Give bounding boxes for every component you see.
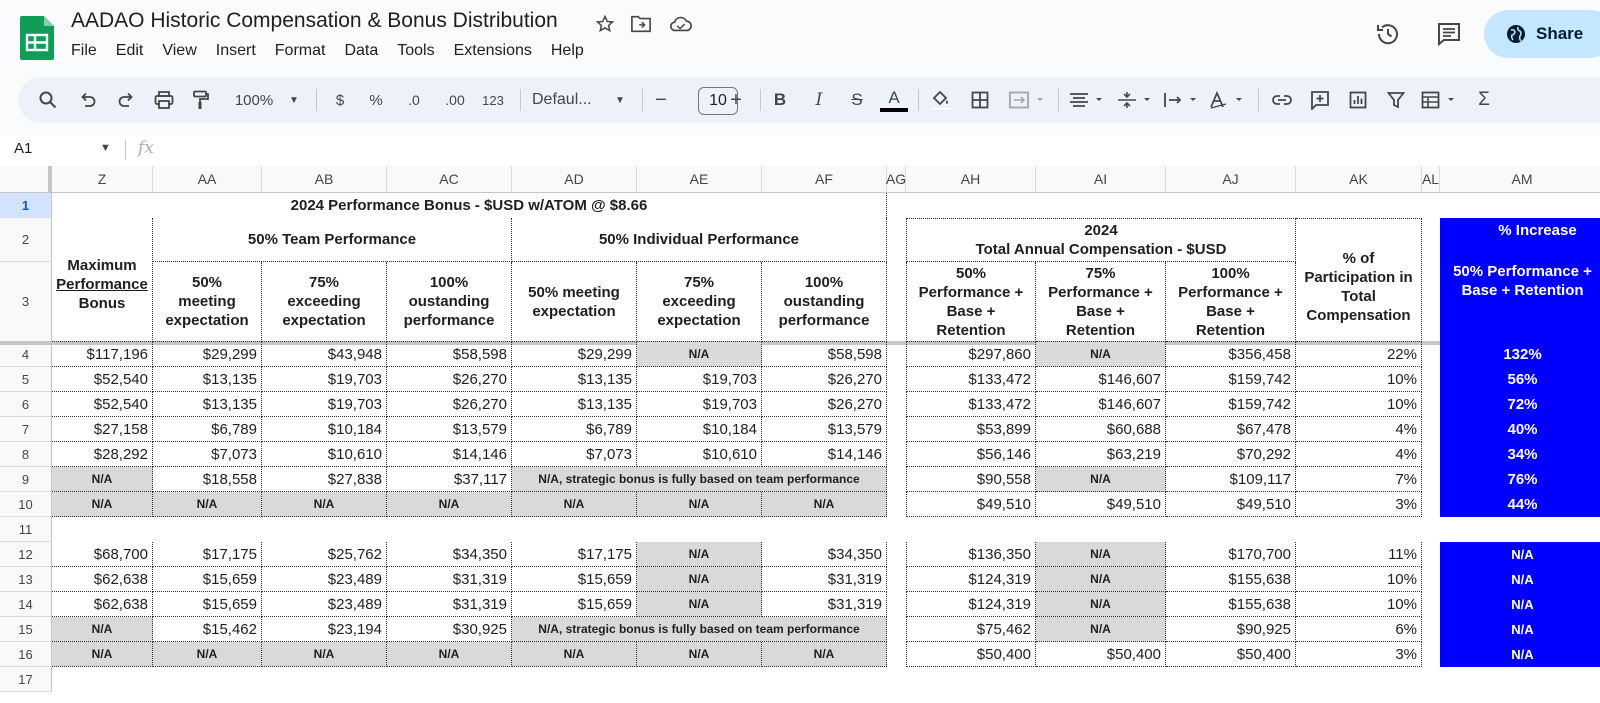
menu-tools[interactable]: Tools — [397, 42, 435, 59]
value-cell[interactable]: $30,925 — [387, 617, 512, 642]
text-color-button[interactable] — [880, 77, 908, 123]
document-title[interactable]: AADAO Historic Compensation & Bonus Distribution — [71, 9, 558, 32]
value-cell[interactable]: $13,135 — [153, 367, 262, 392]
value-cell[interactable]: $49,510 — [1036, 492, 1166, 517]
value-cell[interactable]: $50,400 — [1036, 642, 1166, 667]
value-cell[interactable]: 10% — [1296, 367, 1422, 392]
na-cell[interactable]: N/A — [52, 617, 153, 642]
sheets-logo-icon[interactable] — [20, 16, 54, 60]
value-cell[interactable]: $19,703 — [262, 392, 387, 417]
filter-icon[interactable] — [1384, 77, 1408, 123]
increase-cell[interactable]: 40% — [1440, 417, 1600, 442]
value-cell[interactable]: $13,579 — [762, 417, 887, 442]
value-cell[interactable]: 10% — [1296, 392, 1422, 417]
value-cell[interactable]: 22% — [1296, 342, 1422, 367]
menu-data[interactable]: Data — [344, 42, 379, 59]
column-header-ag[interactable]: AG — [887, 166, 906, 193]
value-cell[interactable]: $146,607 — [1036, 392, 1166, 417]
fill-color-icon[interactable] — [928, 77, 954, 123]
column-header-al[interactable]: AL — [1422, 166, 1440, 193]
max-performance-bonus-header[interactable] — [52, 218, 153, 342]
value-cell[interactable]: $28,292 — [52, 442, 153, 467]
value-cell[interactable]: 3% — [1296, 642, 1422, 667]
row-header-4[interactable]: 4 — [0, 342, 52, 367]
value-cell[interactable]: $136,350 — [906, 542, 1036, 567]
column-header-ak[interactable]: AK — [1296, 166, 1422, 193]
total-comp-tier-header[interactable]: 50% Performance + Base + Retention — [906, 262, 1036, 342]
font-size-input[interactable]: 10 — [698, 87, 738, 115]
value-cell[interactable]: $53,899 — [906, 417, 1036, 442]
value-cell[interactable]: $19,703 — [637, 392, 762, 417]
value-cell[interactable]: $13,135 — [512, 367, 637, 392]
value-cell[interactable]: $15,659 — [512, 567, 637, 592]
value-cell[interactable]: $34,350 — [387, 542, 512, 567]
font-family-select[interactable]: Defaul... — [532, 91, 592, 108]
star-icon[interactable] — [593, 12, 617, 36]
toolbar — [18, 77, 1600, 123]
value-cell[interactable]: 10% — [1296, 592, 1422, 617]
bonus-table-title[interactable]: 2024 Performance Bonus - $USD w/ATOM @ $8.66 — [52, 193, 887, 218]
row-header-2[interactable]: 2 — [0, 218, 52, 262]
na-cell[interactable]: N/A — [52, 492, 153, 517]
na-cell[interactable]: N/A — [262, 642, 387, 667]
app-header — [0, 0, 1600, 72]
na-cell[interactable]: N/A — [512, 642, 637, 667]
row-header-6[interactable]: 6 — [0, 392, 52, 417]
value-cell[interactable]: 11% — [1296, 542, 1422, 567]
value-cell[interactable]: $31,319 — [387, 592, 512, 617]
na-cell[interactable]: N/A — [637, 592, 762, 617]
performance-tier-header[interactable]: 50% meeting expectation — [153, 262, 262, 342]
na-cell[interactable]: N/A — [52, 642, 153, 667]
column-header-ae[interactable]: AE — [637, 166, 762, 193]
na-cell[interactable]: N/A — [637, 542, 762, 567]
percent-increase-title: % Increase — [1498, 222, 1577, 239]
increase-cell[interactable]: N/A — [1440, 617, 1600, 642]
increase-cell[interactable]: 44% — [1440, 492, 1600, 517]
value-cell[interactable]: $23,194 — [262, 617, 387, 642]
share-label: Share — [1536, 24, 1584, 43]
na-cell[interactable]: N/A — [262, 492, 387, 517]
value-cell[interactable]: 7% — [1296, 467, 1422, 492]
value-cell[interactable]: $26,270 — [762, 367, 887, 392]
increase-cell[interactable]: 56% — [1440, 367, 1600, 392]
insert-chart-icon[interactable] — [1346, 77, 1370, 123]
na-cell[interactable]: N/A — [512, 492, 637, 517]
total-comp-tier-header[interactable]: 75% Performance + Base + Retention — [1036, 262, 1166, 342]
spreadsheet-grid[interactable] — [0, 166, 1600, 703]
value-cell[interactable]: $15,659 — [153, 567, 262, 592]
formula-bar — [0, 134, 1600, 166]
value-cell[interactable]: $60,688 — [1036, 417, 1166, 442]
value-cell[interactable]: $15,659 — [512, 592, 637, 617]
row-header-9[interactable]: 9 — [0, 467, 52, 492]
text-color-swatch — [880, 108, 908, 112]
currency-format-button[interactable]: $ — [335, 91, 345, 109]
individual-performance-header[interactable]: 50% Individual Performance — [512, 218, 887, 262]
increase-cell[interactable]: N/A — [1440, 642, 1600, 667]
value-cell[interactable]: $297,860 — [906, 342, 1036, 367]
menu-help[interactable]: Help — [550, 42, 584, 59]
toolbar-separator — [316, 89, 317, 111]
value-cell[interactable]: $6,789 — [512, 417, 637, 442]
increase-decimal-button[interactable]: .00 — [445, 92, 465, 108]
na-cell[interactable]: N/A — [637, 567, 762, 592]
name-box-dropdown-icon[interactable]: ▼ — [100, 142, 111, 154]
value-cell[interactable]: $19,703 — [262, 367, 387, 392]
increase-cell[interactable]: 76% — [1440, 467, 1600, 492]
value-cell[interactable]: $17,175 — [153, 542, 262, 567]
value-cell[interactable]: $133,472 — [906, 367, 1036, 392]
value-cell[interactable]: $13,135 — [512, 392, 637, 417]
performance-tier-header[interactable]: 100% oustanding performance — [762, 262, 887, 342]
na-cell[interactable]: N/A — [762, 642, 887, 667]
value-cell[interactable]: $13,579 — [387, 417, 512, 442]
row-header-5[interactable]: 5 — [0, 367, 52, 392]
value-cell[interactable]: 4% — [1296, 442, 1422, 467]
value-cell[interactable]: $62,638 — [52, 567, 153, 592]
value-cell[interactable]: $10,610 — [262, 442, 387, 467]
decrease-font-size-button[interactable]: − — [655, 88, 667, 111]
na-cell[interactable]: N/A — [1036, 592, 1166, 617]
value-cell[interactable]: $31,319 — [762, 592, 887, 617]
value-cell[interactable]: $356,458 — [1166, 342, 1296, 367]
row-header-15[interactable]: 15 — [0, 617, 52, 642]
max-bonus-line: Maximum — [67, 257, 137, 274]
row-header-10[interactable]: 10 — [0, 492, 52, 517]
increase-cell[interactable]: 72% — [1440, 392, 1600, 417]
value-cell[interactable]: $14,146 — [387, 442, 512, 467]
menu-edit[interactable]: Edit — [115, 42, 144, 59]
value-cell[interactable]: $26,270 — [387, 392, 512, 417]
row-header-3[interactable]: 3 — [0, 262, 52, 342]
value-cell[interactable]: $58,598 — [762, 342, 887, 367]
zoom-dropdown-icon[interactable]: ▼ — [289, 94, 299, 106]
insert-link-icon[interactable] — [1270, 77, 1294, 123]
value-cell[interactable]: $31,319 — [387, 567, 512, 592]
insert-comment-icon[interactable] — [1308, 77, 1332, 123]
value-cell[interactable]: 10% — [1296, 567, 1422, 592]
total-comp-header[interactable] — [906, 218, 1296, 262]
na-cell[interactable]: N/A — [1036, 467, 1166, 492]
name-box[interactable]: A1 — [14, 140, 33, 157]
print-icon[interactable] — [152, 77, 176, 123]
performance-tier-header[interactable]: 50% meeting expectation — [512, 262, 637, 342]
column-header-ah[interactable]: AH — [906, 166, 1036, 193]
na-cell[interactable]: N/A — [1036, 567, 1166, 592]
value-cell[interactable]: $29,299 — [512, 342, 637, 367]
value-cell[interactable]: $7,073 — [512, 442, 637, 467]
select-all-corner[interactable] — [0, 166, 52, 193]
value-cell[interactable]: $90,558 — [906, 467, 1036, 492]
zoom-value[interactable]: 100% — [234, 91, 274, 109]
row-header-14[interactable]: 14 — [0, 592, 52, 617]
max-bonus-line: Performance — [56, 276, 148, 293]
merge-cells-icon[interactable] — [1008, 77, 1048, 123]
row-header-12[interactable]: 12 — [0, 542, 52, 567]
na-cell[interactable]: N/A, strategic bonus is fully based on team performance — [512, 617, 887, 642]
total-comp-tier-header[interactable]: 100% Performance + Base + Retention — [1166, 262, 1296, 342]
redo-icon[interactable] — [114, 77, 138, 123]
value-cell[interactable]: $56,146 — [906, 442, 1036, 467]
column-header-aa[interactable]: AA — [153, 166, 262, 193]
na-cell[interactable]: N/A — [387, 642, 512, 667]
value-cell[interactable]: $67,478 — [1166, 417, 1296, 442]
percent-increase-subtitle: 50% Performance + Base + Retention — [1453, 263, 1592, 299]
italic-button[interactable]: I — [815, 90, 823, 110]
na-cell[interactable]: N/A, strategic bonus is fully based on team performance — [512, 467, 887, 492]
value-cell[interactable]: $19,703 — [637, 367, 762, 392]
na-cell[interactable]: N/A — [1036, 342, 1166, 367]
na-cell[interactable]: N/A — [153, 642, 262, 667]
value-cell[interactable]: $10,184 — [262, 417, 387, 442]
value-cell[interactable]: 3% — [1296, 492, 1422, 517]
toolbar-separator — [642, 89, 643, 111]
column-header-am[interactable]: AM — [1440, 166, 1600, 193]
value-cell[interactable]: $13,135 — [153, 392, 262, 417]
value-cell[interactable]: $15,462 — [153, 617, 262, 642]
toolbar-separator — [918, 89, 919, 111]
na-cell[interactable]: N/A — [1036, 617, 1166, 642]
na-cell[interactable]: N/A — [637, 642, 762, 667]
value-cell[interactable]: $23,489 — [262, 567, 387, 592]
more-formats-button[interactable]: 123 — [482, 92, 504, 108]
value-cell[interactable]: $49,510 — [1166, 492, 1296, 517]
comments-icon[interactable] — [1433, 18, 1465, 50]
value-cell[interactable]: $155,638 — [1166, 567, 1296, 592]
menu-insert[interactable]: Insert — [215, 42, 256, 59]
column-header-af[interactable]: AF — [762, 166, 887, 193]
value-cell[interactable]: $23,489 — [262, 592, 387, 617]
horizontal-align-icon[interactable] — [1068, 77, 1108, 123]
search-menus-icon[interactable] — [36, 77, 60, 123]
column-header-ab[interactable]: AB — [262, 166, 387, 193]
row-header-8[interactable]: 8 — [0, 442, 52, 467]
performance-tier-header[interactable]: 75% exceeding expectation — [637, 262, 762, 342]
increase-cell[interactable]: N/A — [1440, 592, 1600, 617]
percent-increase-header[interactable] — [1440, 218, 1600, 342]
value-cell[interactable]: $7,073 — [153, 442, 262, 467]
value-cell[interactable]: $52,540 — [52, 392, 153, 417]
team-performance-header[interactable]: 50% Team Performance — [153, 218, 512, 262]
value-cell[interactable]: $26,270 — [762, 392, 887, 417]
value-cell[interactable]: $124,319 — [906, 592, 1036, 617]
text-wrapping-icon[interactable] — [1162, 77, 1202, 123]
column-header-ai[interactable]: AI — [1036, 166, 1166, 193]
column-header-aj[interactable]: AJ — [1166, 166, 1296, 193]
row-header-11[interactable]: 11 — [0, 517, 52, 542]
value-cell[interactable]: $25,762 — [262, 542, 387, 567]
menu-extensions[interactable]: Extensions — [453, 42, 532, 59]
text-rotation-icon[interactable] — [1208, 77, 1248, 123]
font-dropdown-icon[interactable]: ▼ — [615, 94, 625, 106]
toolbar-separator — [760, 89, 761, 111]
performance-tier-header[interactable]: 75% exceeding expectation — [262, 262, 387, 342]
percent-format-button[interactable]: % — [369, 91, 383, 109]
value-cell[interactable]: $133,472 — [906, 392, 1036, 417]
na-cell[interactable]: N/A — [637, 492, 762, 517]
value-cell[interactable]: 4% — [1296, 417, 1422, 442]
menu-format[interactable]: Format — [274, 42, 326, 59]
value-cell[interactable]: $63,219 — [1036, 442, 1166, 467]
share-button[interactable] — [1484, 10, 1600, 58]
participation-header[interactable]: % of Participation in Total Compensation — [1296, 218, 1422, 342]
filter-views-icon[interactable] — [1420, 77, 1460, 123]
na-cell[interactable]: N/A — [153, 492, 262, 517]
value-cell[interactable]: $159,742 — [1166, 367, 1296, 392]
value-cell[interactable]: $155,638 — [1166, 592, 1296, 617]
value-cell[interactable]: $6,789 — [153, 417, 262, 442]
na-cell[interactable]: N/A — [387, 492, 512, 517]
globe-icon — [1506, 24, 1526, 44]
formula-separator — [125, 140, 126, 160]
increase-cell[interactable]: 132% — [1440, 342, 1600, 367]
value-cell[interactable]: $70,292 — [1166, 442, 1296, 467]
menu-view[interactable]: View — [162, 42, 197, 59]
function-icon: fx — [138, 138, 154, 158]
value-cell[interactable]: $27,158 — [52, 417, 153, 442]
value-cell[interactable]: $62,638 — [52, 592, 153, 617]
increase-cell[interactable]: 34% — [1440, 442, 1600, 467]
strikethrough-button[interactable]: S — [851, 90, 863, 109]
row-header-1[interactable]: 1 — [0, 193, 52, 218]
menu-bar — [71, 42, 603, 60]
menu-file[interactable]: File — [71, 42, 97, 59]
value-cell[interactable]: $146,607 — [1036, 367, 1166, 392]
column-header-ad[interactable]: AD — [512, 166, 637, 193]
value-cell[interactable]: $52,540 — [52, 367, 153, 392]
text-color-icon: A — [888, 87, 900, 107]
bold-button[interactable]: B — [773, 90, 787, 109]
value-cell[interactable]: $15,659 — [153, 592, 262, 617]
value-cell[interactable]: $31,319 — [762, 567, 887, 592]
column-header-ac[interactable]: AC — [387, 166, 512, 193]
value-cell[interactable]: $14,146 — [762, 442, 887, 467]
value-cell[interactable]: $90,925 — [1166, 617, 1296, 642]
value-cell[interactable]: $26,270 — [387, 367, 512, 392]
increase-font-size-button[interactable]: + — [730, 88, 742, 111]
value-cell[interactable]: $37,117 — [387, 467, 512, 492]
value-cell[interactable]: $159,742 — [1166, 392, 1296, 417]
row-header-7[interactable]: 7 — [0, 417, 52, 442]
value-cell[interactable]: $50,400 — [1166, 642, 1296, 667]
value-cell[interactable]: $34,350 — [762, 542, 887, 567]
na-cell[interactable]: N/A — [52, 467, 153, 492]
value-cell[interactable]: $75,462 — [906, 617, 1036, 642]
toolbar-separator — [1258, 89, 1259, 111]
value-cell[interactable]: $18,558 — [153, 467, 262, 492]
na-cell[interactable]: N/A — [1036, 542, 1166, 567]
value-cell[interactable]: $10,184 — [637, 417, 762, 442]
value-cell[interactable]: $17,175 — [512, 542, 637, 567]
version-history-icon[interactable] — [1372, 18, 1404, 50]
value-cell[interactable]: $27,838 — [262, 467, 387, 492]
value-cell[interactable]: $170,700 — [1166, 542, 1296, 567]
undo-icon[interactable] — [76, 77, 100, 123]
value-cell[interactable]: 6% — [1296, 617, 1422, 642]
performance-tier-header[interactable]: 100% oustanding performance — [387, 262, 512, 342]
row-header-17[interactable]: 17 — [0, 667, 52, 692]
column-header-z[interactable]: Z — [52, 166, 153, 193]
value-cell[interactable]: $117,196 — [52, 342, 153, 367]
row-header-16[interactable]: 16 — [0, 642, 52, 667]
functions-button[interactable]: Σ — [1478, 89, 1490, 110]
vertical-align-icon[interactable] — [1116, 77, 1156, 123]
increase-cell[interactable]: N/A — [1440, 542, 1600, 567]
total-comp-header-line: Total Annual Compensation - $USD — [975, 241, 1227, 258]
value-cell[interactable]: $68,700 — [52, 542, 153, 567]
max-bonus-line: Bonus — [78, 295, 126, 312]
na-cell[interactable]: N/A — [637, 342, 762, 367]
value-cell[interactable]: $58,598 — [387, 342, 512, 367]
value-cell[interactable]: $10,610 — [637, 442, 762, 467]
toolbar-separator — [1058, 89, 1059, 111]
value-cell[interactable]: $109,117 — [1166, 467, 1296, 492]
toolbar-separator — [520, 89, 521, 111]
value-cell[interactable]: $124,319 — [906, 567, 1036, 592]
decrease-decimal-button[interactable]: .0 — [408, 92, 420, 108]
value-cell[interactable]: $49,510 — [906, 492, 1036, 517]
paint-format-icon[interactable] — [189, 77, 213, 123]
value-cell[interactable]: $50,400 — [906, 642, 1036, 667]
value-cell[interactable]: $29,299 — [153, 342, 262, 367]
value-cell[interactable]: $43,948 — [262, 342, 387, 367]
increase-cell[interactable]: N/A — [1440, 567, 1600, 592]
borders-icon[interactable] — [968, 77, 992, 123]
move-folder-icon[interactable] — [629, 12, 653, 36]
row-header-13[interactable]: 13 — [0, 567, 52, 592]
na-cell[interactable]: N/A — [762, 492, 887, 517]
cloud-saved-icon[interactable] — [669, 12, 693, 36]
total-comp-header-line: 2024 — [1084, 222, 1118, 239]
